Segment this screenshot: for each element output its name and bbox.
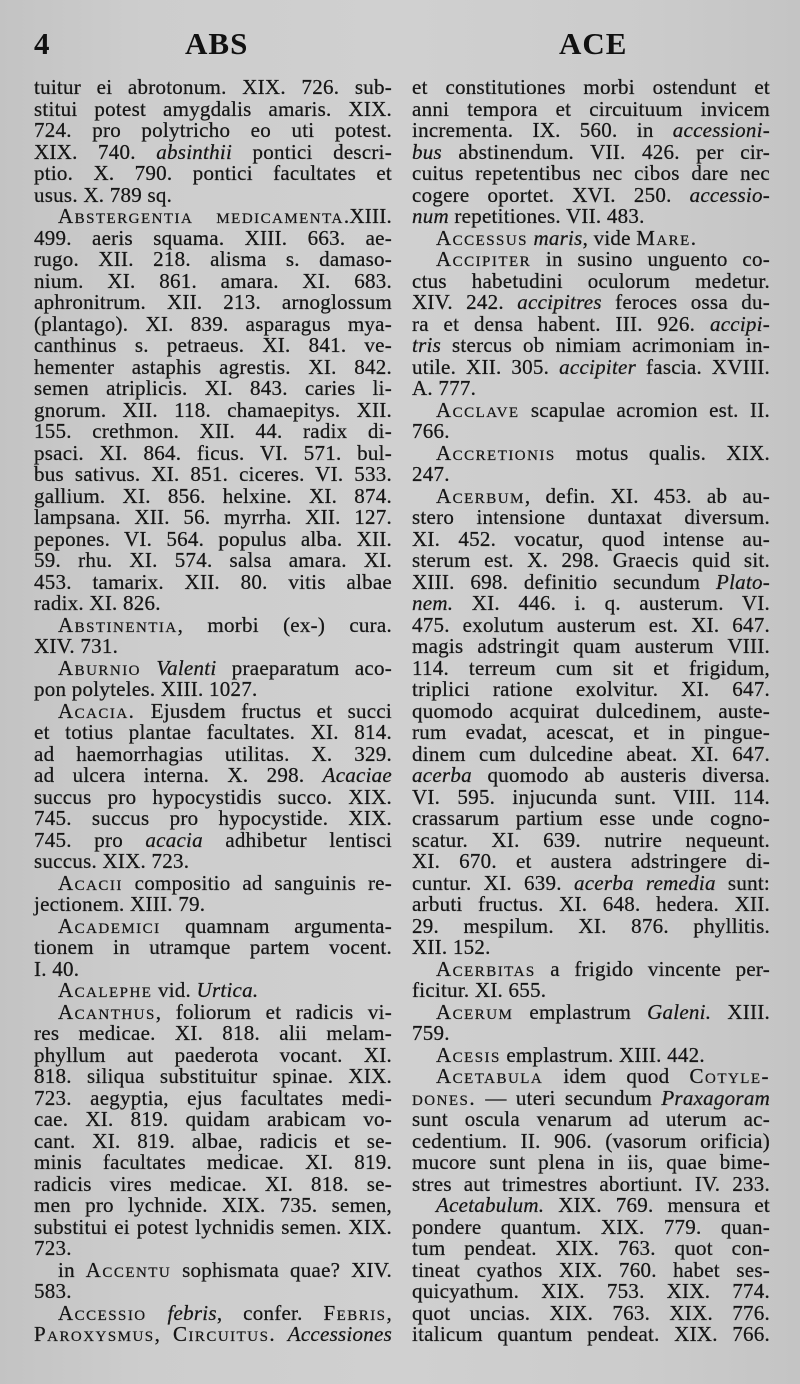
small-caps-headword: Accessio [58, 1300, 147, 1325]
text-line [412, 870, 770, 895]
text-line: res medicae. XI. 818. alii melam- [34, 1021, 392, 1045]
text-line [412, 182, 770, 207]
text-line: ad haemorrhagias utilitas. X. 329. [34, 741, 392, 766]
small-caps-headword: Acanthus [58, 999, 156, 1024]
plain-text: XIII. [711, 999, 770, 1024]
plain-text: scapulae acromion est. II. [519, 397, 770, 422]
index-entry [34, 698, 392, 873]
italic-text: nem. [412, 591, 454, 615]
small-caps-headword: Acacii [58, 870, 123, 895]
text-line: 766. [412, 419, 450, 443]
plain-text: , [154, 1322, 173, 1346]
text-line [34, 655, 392, 680]
text-line: radicis vires medicae. XI. 818. se- [34, 1171, 392, 1196]
text-line [412, 225, 770, 250]
italic-text: tris [412, 333, 442, 357]
plain-text: XIX. 769. mensura et [544, 1193, 770, 1217]
text-line [34, 1300, 392, 1325]
italic-text: accipi- [709, 311, 770, 336]
plain-text: , vide [582, 225, 637, 250]
text-line [412, 483, 770, 508]
small-caps-headword: Aburnio [58, 655, 141, 680]
text-line [34, 698, 392, 723]
text-line: quomodo acquirat dulcedinem, auste- [412, 698, 770, 723]
text-line: jectionem. XIII. 79. [34, 892, 206, 916]
italic-text: Plato- [716, 569, 770, 594]
index-entry [412, 397, 770, 443]
text-line: 114. terreum cum sit et frigidum, [412, 655, 770, 680]
plain-text: adhibetur lentisci [202, 827, 392, 852]
text-line [34, 999, 392, 1024]
text-line: semen atriplicis. XI. 843. caries li- [34, 376, 392, 400]
text-line: hementer astaphis agrestis. XI. 842. [34, 354, 392, 379]
text-line: tuitur ei abrotonum. XIX. 726. sub- [34, 75, 392, 99]
index-entry [34, 1300, 392, 1346]
text-line: VI. 595. injucunda sunt. VIII. 114. [412, 784, 770, 809]
plain-text: vid. [152, 978, 197, 1002]
text-line: 745. succus pro hypocystide. XIX. [34, 806, 392, 830]
text-line: 723. [34, 1236, 72, 1260]
small-caps-headword: Febris [323, 1300, 387, 1325]
text-line [412, 765, 770, 787]
small-caps-headword: Academici [58, 913, 161, 938]
plain-text: quamnam argumenta- [160, 913, 392, 938]
italic-text: accessio- [689, 182, 770, 207]
text-line: et constitutiones morbi ostendunt et [412, 75, 770, 99]
text-line: ptio. X. 790. pontici facultates et [34, 161, 392, 185]
text-line [412, 440, 770, 465]
plain-text: . [269, 1322, 288, 1346]
plain-text: emplastrum [513, 999, 648, 1024]
text-line: mucore sunt plena in iis, quae bime- [412, 1150, 770, 1174]
plain-text [141, 656, 156, 680]
plain-text: fascia. XVIII. [636, 354, 770, 379]
text-line [34, 870, 392, 895]
small-caps-headword: Accentu [85, 1257, 172, 1282]
italic-text: Praxagoram [661, 1085, 770, 1110]
index-entry [34, 980, 392, 1002]
index-entry [34, 913, 392, 981]
small-caps-headword: Accessus [436, 225, 528, 250]
text-line [34, 612, 392, 637]
plain-text: XIII. 698. definitio secundum [412, 569, 716, 594]
text-line: rugo. XII. 218. alisma s. damaso- [34, 247, 392, 271]
text-line [34, 980, 392, 1002]
text-line: XI. 670. et austera adstringere di- [412, 849, 770, 873]
text-line: tineat cyathos XIX. 760. habet ses- [412, 1257, 770, 1282]
index-entry [412, 225, 770, 250]
text-line: tionem in utramque partem vocent. [34, 935, 392, 959]
index-entry [34, 1257, 392, 1303]
text-line: canthinus s. petraeus. XI. 841. ve- [34, 333, 392, 357]
index-entry [412, 956, 770, 1002]
index-entry [34, 999, 392, 1260]
text-line [412, 120, 770, 142]
text-line: XI. 452. vocatur, quod intense au- [412, 526, 770, 551]
plain-text: cuntur. XI. 639. [412, 870, 574, 895]
text-line: crassarum partium esse unde cogno- [412, 806, 770, 830]
text-line: cant. XI. 819. albae, radicis et se- [34, 1128, 392, 1153]
text-line: minis facultates medicae. XI. 819. [34, 1150, 392, 1174]
italic-text: Valenti [156, 655, 217, 680]
text-line: 723. aegyptia, ejus facultates medi- [34, 1085, 392, 1110]
text-line: cae. XI. 819. quidam arabicam vo- [34, 1107, 392, 1131]
small-caps-headword: dones. [412, 1085, 477, 1110]
text-line: pon polyteles. XIII. 1027. [34, 677, 258, 701]
text-line: rum evadat, acescat, et in pingue- [412, 720, 770, 744]
text-line: 499. aeris squama. XIII. 663. ae- [34, 225, 392, 250]
text-line [412, 999, 770, 1024]
italic-text: acacia [145, 827, 203, 852]
index-entry [412, 249, 770, 400]
italic-text: accessioni- [672, 118, 770, 142]
text-line: XIV. 731. [34, 634, 119, 658]
index-entry [412, 1066, 770, 1195]
italic-text: bus [412, 139, 442, 164]
text-line [412, 593, 770, 615]
small-caps-headword: Abstergentia medicamenta [58, 204, 344, 228]
small-caps-headword: Acacia. [58, 698, 136, 723]
text-line: stres aut trimestres abortiunt. IV. 233. [412, 1171, 770, 1196]
index-column-right [412, 77, 770, 1346]
text-line: cuitus repetentibus nec cibos dare nec [412, 161, 770, 185]
plain-text: .XIII. [343, 204, 392, 228]
text-line [412, 354, 770, 379]
small-caps-headword: Acesis [436, 1042, 501, 1067]
text-line: 724. pro polytricho eo uti potest. [34, 118, 392, 142]
index-entry [34, 206, 392, 615]
text-line: gnorum. XII. 118. chamaepitys. XII. [34, 397, 392, 422]
small-caps-headword: Acerum [436, 999, 514, 1024]
italic-text: Galeni. [647, 999, 712, 1024]
plain-text: in susino unguento co- [531, 247, 770, 271]
text-line [34, 206, 392, 228]
text-line: scatur. XI. 639. nutrire nequeunt. [412, 827, 770, 852]
text-line: pepones. VI. 564. populus alba. XII. [34, 526, 392, 551]
index-entry [34, 870, 392, 916]
plain-text: idem quod [543, 1064, 690, 1088]
italic-text: Accessiones [287, 1322, 392, 1346]
italic-text: Acetabulum. [436, 1193, 545, 1217]
text-line: quot uncias. XIX. 763. XIX. 776. [412, 1300, 770, 1325]
text-line: phyllum aut paederota vocant. XI. [34, 1042, 392, 1067]
text-line: psaci. XI. 864. ficus. VI. 571. bul- [34, 440, 392, 465]
text-line [412, 139, 770, 164]
text-line: succus. XIX. 723. [34, 849, 190, 873]
text-line: substitui ei potest lychnidis semen. XIX. [34, 1214, 392, 1239]
continued-entry [412, 77, 770, 228]
plain-text: XI. 446. i. q. austerum. VI. [453, 591, 770, 615]
text-line: cedentium. II. 906. (vasorum orificia) [412, 1128, 770, 1153]
index-entry [412, 1195, 770, 1346]
text-line [412, 335, 770, 357]
text-line: 453. tamarix. XII. 80. vitis albae [34, 569, 392, 594]
plain-text: , confer. [216, 1300, 324, 1325]
text-line: bus sativus. XI. 851. ciceres. VI. 533. [34, 462, 392, 486]
small-caps-headword: Abstinentia [58, 612, 178, 637]
index-entry [412, 999, 770, 1045]
italic-text: accipiter [559, 354, 637, 379]
text-line: usus. X. 789 sq. [34, 182, 173, 207]
text-line: XII. 152. [412, 935, 491, 959]
text-line: sunt oscula venarum ad uterum ac- [412, 1107, 770, 1131]
text-line: I. 40. [34, 956, 80, 981]
plain-text: sophismata quae? XIV. [171, 1257, 392, 1282]
plain-text: XIX. 740. [34, 139, 157, 164]
running-head-left: ABS [185, 26, 249, 61]
italic-text: maris [533, 225, 583, 250]
text-line: tum pendeat. XIX. 763. quot con- [412, 1236, 770, 1260]
text-line [412, 1195, 770, 1217]
italic-text: febris [167, 1300, 217, 1325]
small-caps-headword: Acerbum [436, 483, 525, 508]
plain-text: emplastrum. XIII. 442. [500, 1042, 705, 1067]
text-line [34, 139, 392, 164]
plain-text: , defin. XI. 453. ab au- [524, 483, 770, 508]
text-line: 247. [412, 462, 450, 486]
italic-text: Acaciae [322, 763, 392, 787]
text-line [412, 397, 770, 422]
plain-text: incrementa. IX. 560. in [412, 118, 673, 142]
small-caps-headword: Acerbitas [436, 956, 536, 981]
page-number: 4 [34, 26, 51, 61]
text-line [412, 292, 770, 314]
plain-text: , foliorum et radicis vi- [155, 999, 392, 1024]
text-line [34, 765, 392, 787]
plain-text: ad ulcera interna. X. 298. [34, 763, 323, 787]
text-line [34, 1257, 392, 1282]
index-entry [412, 1042, 770, 1067]
text-line: ctus habetudini oculorum medetur. [412, 268, 770, 293]
text-line: anni tempora et circuituum invicem [412, 96, 770, 121]
plain-text: pontici descri- [232, 139, 392, 164]
index-entry [412, 483, 770, 959]
italic-text: acerba remedia [573, 870, 716, 895]
italic-text: num [412, 204, 449, 228]
plain-text: praeparatum aco- [216, 655, 392, 680]
text-line [34, 827, 392, 852]
plain-text: a frigido vincente per- [535, 956, 770, 981]
plain-text: utile. XII. 305. [412, 354, 560, 379]
text-line: pondere quantum. XIX. 779. quan- [412, 1214, 770, 1239]
plain-text: , morbi (ex-) cura. [177, 612, 392, 637]
text-line: lampsana. XII. 56. myrrha. XII. 127. [34, 505, 392, 529]
index-entry [412, 440, 770, 486]
text-line: sterum est. X. 298. Graecis quid sit. [412, 548, 770, 572]
small-caps-headword: Acalephe [58, 978, 153, 1002]
text-line: triplici ratione exolvitur. XI. 647. [412, 677, 770, 701]
plain-text: motus qualis. XIX. [555, 440, 770, 465]
small-caps-headword: Circuitus [172, 1322, 270, 1346]
plain-text: sunt: [715, 870, 770, 895]
text-line: stitui potest amygdalis amaris. XIX. [34, 96, 392, 121]
plain-text: XIV. 242. [412, 290, 518, 314]
index-column-left [34, 77, 392, 1346]
text-line: (plantago). XI. 839. asparagus mya- [34, 311, 392, 336]
plain-text: abstinendum. VII. 426. per cir- [441, 139, 770, 164]
text-line [412, 569, 770, 594]
text-line: A. 777. [412, 376, 477, 400]
plain-text: 745. pro [34, 827, 146, 852]
running-head-right: ACE [559, 26, 628, 61]
text-line: quicyathum. XIX. 753. XIX. 774. [412, 1279, 770, 1303]
text-line [412, 1042, 770, 1067]
text-line: radix. XI. 826. [34, 591, 161, 615]
index-entry [34, 655, 392, 701]
italic-text: accipitres [517, 290, 602, 314]
plain-text: ra et densa habent. III. 926. [412, 311, 710, 336]
small-caps-headword: Paroxysmus [34, 1322, 155, 1346]
text-line [34, 913, 392, 938]
text-line [412, 956, 770, 981]
italic-text: acerba [412, 763, 472, 787]
text-line [412, 311, 770, 336]
text-line [412, 1085, 770, 1110]
plain-text: repetitiones. VII. 483. [448, 204, 645, 228]
small-caps-headword: Mare. [636, 225, 698, 250]
text-line [412, 1066, 770, 1088]
text-line [412, 206, 770, 228]
text-line: 475. exolutum austerum est. XI. 647. [412, 612, 770, 637]
text-line: ficitur. XI. 655. [412, 978, 547, 1002]
text-line: 818. siliqua substituitur spinae. XIX. [34, 1064, 392, 1088]
text-line: men pro lychnide. XIX. 735. semen, [34, 1193, 392, 1217]
plain-text: in [58, 1257, 86, 1282]
italic-text: Urtica. [196, 978, 259, 1002]
text-line: dinem cum dulcedine abeat. XI. 647. [412, 741, 770, 766]
text-line: nium. XI. 861. amara. XI. 683. [34, 268, 392, 293]
text-line: succus pro hypocystidis succo. XIX. [34, 784, 392, 809]
text-line: gallium. XI. 856. helxine. XI. 874. [34, 483, 392, 508]
italic-text: absinthii [156, 139, 233, 164]
text-line [34, 1324, 392, 1346]
plain-text: stercus ob nimiam acrimoniam in- [441, 333, 770, 357]
small-caps-headword: Acclave [436, 397, 520, 422]
small-caps-headword: Cotyle- [689, 1064, 770, 1088]
small-caps-headword: Accipiter [436, 247, 532, 271]
plain-text: quomodo ab austeris diversa. [471, 763, 770, 787]
text-line: 155. crethmon. XII. 44. radix di- [34, 419, 392, 443]
plain-text [147, 1301, 168, 1325]
text-line [412, 249, 770, 271]
text-line: 29. mespilum. XI. 876. phyllitis. [412, 913, 770, 938]
plain-text: compositio ad sanguinis re- [122, 870, 392, 895]
text-line: 759. [412, 1021, 450, 1045]
plain-text: , [386, 1300, 392, 1325]
text-line: italicum quantum pendeat. XIX. 766. [412, 1322, 770, 1346]
text-line: magis adstringit quam austerum VIII. [412, 634, 770, 658]
text-line: 583. [34, 1279, 72, 1303]
small-caps-headword: Acetabula [436, 1064, 544, 1088]
plain-text: feroces ossa du- [601, 290, 770, 314]
index-entry [34, 612, 392, 658]
text-line: 59. rhu. XI. 574. salsa amara. XI. [34, 548, 392, 572]
plain-text: Ejusdem fructus et succi [135, 698, 392, 723]
text-line: stero intensione duntaxat diversum. [412, 505, 770, 529]
text-line: aphronitrum. XII. 213. arnoglossum [34, 290, 392, 314]
text-line: arbuti fructus. XI. 648. hedera. XII. [412, 892, 770, 916]
small-caps-headword: Accretionis [436, 440, 556, 465]
plain-text: cogere oportet. XVI. 250. [412, 182, 690, 207]
plain-text: — uteri secundum [476, 1085, 662, 1110]
continued-entry [34, 77, 392, 206]
text-line: et totius plantae facultates. XI. 814. [34, 720, 392, 744]
